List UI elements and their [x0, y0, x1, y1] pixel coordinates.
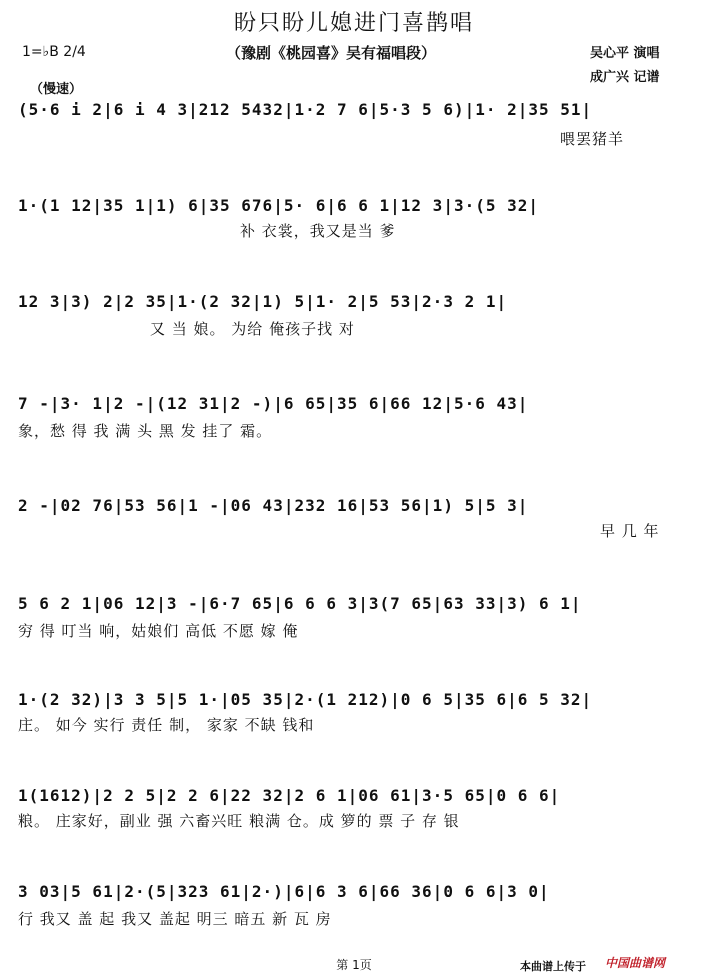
page-number: 第 1页	[336, 958, 372, 972]
performer-credit: 吴心平 演唱	[590, 46, 660, 61]
tempo-marking: （慢速）	[30, 82, 83, 97]
notation-line-6: 5 6 2 1|06 12|3 -|6·7 65|6 6 6 3|3(7 65|63 33|3) 6 1|	[18, 594, 582, 613]
lyrics-line-3: 又 当 娘。 为给 俺孩子找 对	[150, 320, 355, 338]
lyrics-line-1: 喂罢猪羊	[560, 130, 625, 148]
notation-line-4: 7 -|3· 1|2 -|(12 31|2 -)|6 65|35 6|66 12|5·6 43|	[18, 394, 529, 413]
lyrics-line-9: 行 我又 盖 起 我又 盖起 明三 暗五 新 瓦 房	[18, 910, 332, 928]
subtitle: （豫剧《桃园喜》吴有福唱段）	[226, 44, 437, 62]
upload-note: 本曲谱上传于	[520, 960, 586, 973]
lyrics-line-8: 粮。 庄家好，副业 强 六畜兴旺 粮满 仓。成 箩的 票 子 存 银	[18, 812, 460, 830]
lyrics-line-4: 象，愁 得 我 满 头 黑 发 挂了 霜。	[18, 422, 273, 440]
lyrics-line-6: 穷 得 叮当 响，姑娘们 高低 不愿 嫁 俺	[18, 622, 299, 640]
notation-line-7: 1·(2 32)|3 3 5|5 1·|05 35|2·(1 212)|0 6 5|35 6|6 5 32|	[18, 690, 593, 709]
page-title: 盼只盼儿媳进门喜鹊唱	[233, 11, 474, 36]
notation-line-8: 1(1612)|2 2 5|2 2 6|22 32|2 6 1|06 61|3·5 65|0 6 6|	[18, 786, 561, 805]
notation-line-9: 3 03|5 61|2·(5|323 61|2·)|6|6 3 6|66 36|0 6 6|3 0|	[18, 882, 550, 901]
lyrics-line-5: 早 几 年	[600, 522, 660, 540]
notation-line-2: 1·(1 12|35 1|1) 6|35 676|5· 6|6 6 1|12 3|3·(5 32|	[18, 196, 540, 215]
lyrics-line-7: 庄。 如今 实行 责任 制， 家家 不缺 钱和	[18, 716, 315, 734]
transcriber-credit: 成广兴 记谱	[590, 70, 660, 85]
lyrics-line-2: 补 衣裳，我又是当 爹	[240, 222, 396, 240]
site-logo[interactable]: 中国曲谱网	[605, 956, 666, 970]
key-signature: 1=♭B 2/4	[22, 44, 86, 60]
notation-line-3: 12 3|3) 2|2 35|1·(2 32|1) 5|1· 2|5 53|2·3 2 1|	[18, 292, 508, 311]
notation-line-1: (5·6 i 2|6 i 4 3|212 5432|1·2 7 6|5·3 5 6)|1· 2|35 51|	[18, 100, 593, 119]
notation-line-5: 2 -|02 76|53 56|1 -|06 43|232 16|53 56|1) 5|5 3|	[18, 496, 529, 515]
